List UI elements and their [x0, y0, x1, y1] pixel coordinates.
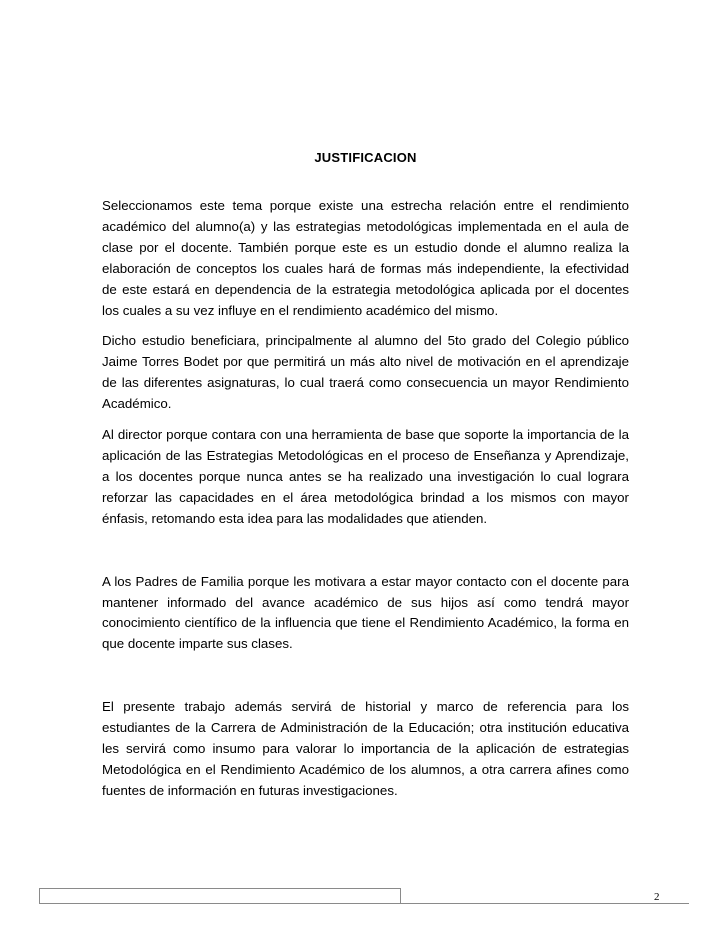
paragraph-4: A los Padres de Familia porque les motivara a estar mayor contacto con el docente para mantener informado del avance académico de sus hijos así como tendrá mayor conocimiento científico de la influencia que tiene el Rendimiento Académico, la forma en que docente imparte sus clases. — [102, 573, 629, 652]
footer-frame-left-edge — [39, 888, 40, 904]
page-number: 2 — [654, 891, 660, 903]
paragraph-spacer — [102, 530, 629, 572]
footer-rule — [39, 903, 401, 904]
body-text — [102, 196, 629, 802]
paragraph-3: Al director porque contara con una herramienta de base que soporte la importancia de la aplicación de las Estrategias Metodológicas en el proceso de Enseñanza y Aprendizaje, a los docentes porque nunca antes se ha realizado una investigación lo cual lograra reforzar las capacidades en el área metodológica brindad a los mismos con mayor énfasis, retomando esta idea para las modalidades que atienden. — [102, 427, 629, 526]
paragraph-spacer — [102, 415, 629, 425]
paragraph-5: El presente trabajo además servirá de historial y marco de referencia para los estudiantes de la Carrera de Administración de la Educación; otra institución educativa les servirá como insumo para valorar lo importancia de la aplicación de estrategias Metodológica en el Rendimiento Académico de los alumnos, a otra carrera afines como fuentes de información en futuras investigaciones. — [102, 699, 629, 798]
paragraph-1: Seleccionamos este tema porque existe una estrecha relación entre el rendimiento académico del alumno(a) y las estrategias metodológicas implementada en el aula de clase por el docente. También porque este es un estudio donde el alumno realiza la elaboración de conceptos los cuales hará de formas más independiente, la efectividad de este estará en dependencia de la estrategia metodológica aplicada por el docentes los cuales a su vez influye en el rendimiento académico del mismo. — [102, 198, 629, 318]
footer-rule — [401, 903, 689, 904]
page-title: JUSTIFICACION — [314, 150, 417, 165]
paragraph-spacer — [102, 655, 629, 697]
footer-frame — [39, 888, 401, 904]
paragraph-2: Dicho estudio beneficiara, principalmente al alumno del 5to grado del Colegio público Jaime Torres Bodet por que permitirá un más alto nivel de motivación en el aprendizaje de las diferentes asignaturas, lo cual traerá como consecuencia un mayor Rendimiento Académico. — [102, 333, 629, 412]
paragraph-spacer — [102, 321, 629, 331]
